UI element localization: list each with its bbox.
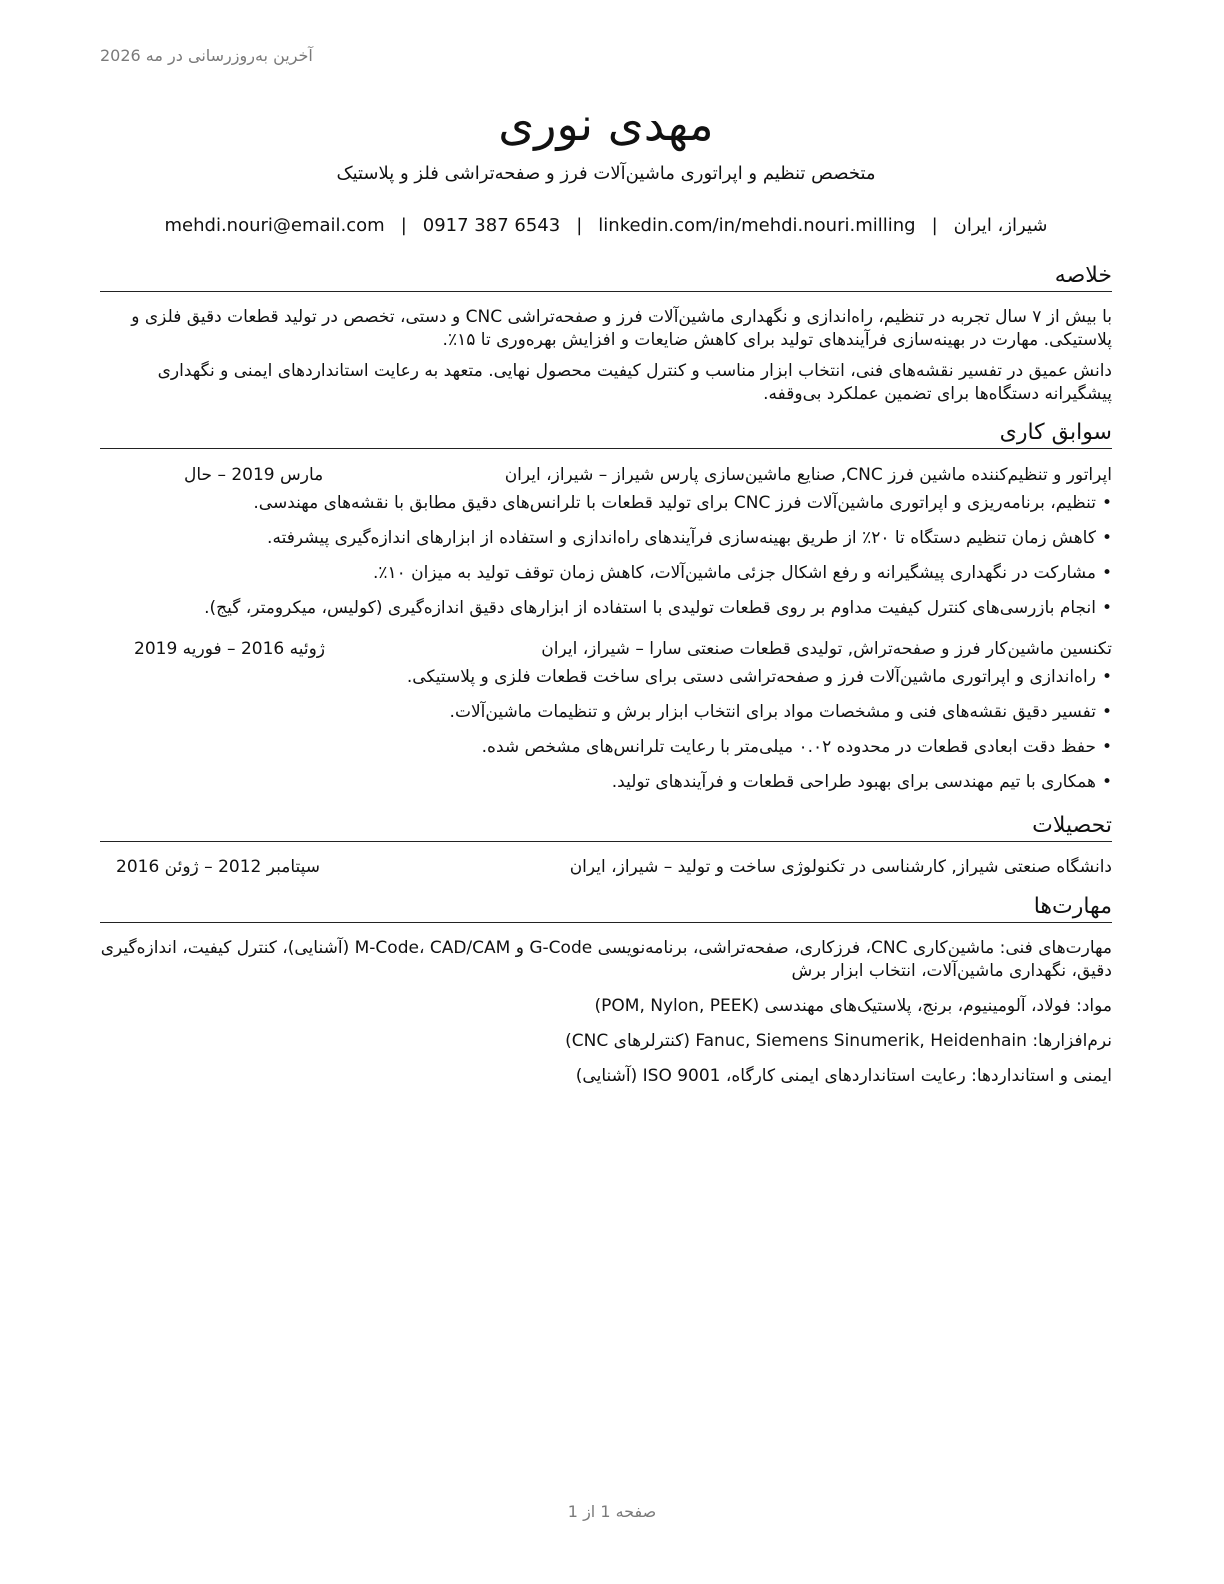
contact-separator: | (400, 215, 407, 236)
job-header (100, 638, 1112, 661)
list-item: •کاهش زمان تنظیم دستگاه تا ۲۰٪ از طریق بهینه‌سازی فرآیندهای راه‌اندازی و استفاده از ابزارهای اندازه‌گیری پیشرفته. (267, 528, 1112, 548)
bullet-icon: • (1101, 702, 1112, 722)
summary-paragraph: با بیش از ۷ سال تجربه در تنظیم، راه‌اندازی و نگهداری ماشین‌آلات فرز و صفحه‌تراشی CNC و دستی، تخصص در تولید قطعات دقیق فلزی و پلاستیکی. مهارت در بهینه‌سازی فرآیندهای تولید برای کاهش ضایعات و افزایش بهره‌وری تا ۱۵٪. (131, 307, 1112, 350)
candidate-title: متخصص تنظیم و اپراتوری ماشین‌آلات فرز و صفحه‌تراشی فلز و پلاستیک (336, 163, 876, 184)
skill-line: نرم‌افزارها: Fanuc, Siemens Sinumerik, Heidenhain (کنترلرهای CNC) (565, 1031, 1112, 1051)
education-title: دانشگاه صنعتی شیراز, کارشناسی در تکنولوژی ساخت و تولید – شیراز، ایران (569, 857, 1112, 877)
education-heading: تحصیلات (100, 812, 1112, 842)
bullet-icon: • (1101, 667, 1112, 687)
candidate-name: مهدی نوری (498, 97, 714, 151)
list-item: •راه‌اندازی و اپراتوری ماشین‌آلات فرز و صفحه‌تراشی دستی برای ساخت قطعات فلزی و پلاستیکی. (406, 667, 1112, 687)
education-dates: سپتامبر 2012 – ژوئن 2016 (116, 857, 321, 877)
skill-line: ایمنی و استانداردها: رعایت استانداردهای ایمنی کارگاه، ISO 9001 (آشنایی) (575, 1066, 1112, 1086)
skill-line: مهارت‌های فنی: ماشین‌کاری CNC، فرزکاری، صفحه‌تراشی، برنامه‌نویسی G-Code و M-Code، CAD/CAM (آشنایی)، کنترل کیفیت، اندازه‌گیری دقیق، نگهداری ماشین‌آلات، انتخاب ابزار برش (100, 938, 1112, 981)
job-dates: ژوئیه 2016 – فوریه 2019 (134, 639, 326, 659)
skills-heading: مهارت‌ها (100, 893, 1112, 923)
bullet-icon: • (1101, 493, 1112, 513)
job-title: تکنسین ماشین‌کار فرز و صفحه‌تراش, تولیدی قطعات صنعتی سارا – شیراز، ایران (541, 639, 1112, 659)
list-item: •انجام بازرسی‌های کنترل کیفیت مداوم بر روی قطعات تولیدی با استفاده از ابزارهای دقیق اندازه‌گیری (کولیس، میکرومتر، گیج). (204, 598, 1112, 618)
bullet-icon: • (1101, 563, 1112, 583)
page-number: صفحه 1 از 1 (567, 1502, 657, 1521)
contact-linkedin[interactable]: linkedin.com/in/mehdi.nouri.milling (598, 215, 916, 236)
list-item: •تفسیر دقیق نقشه‌های فنی و مشخصات مواد برای انتخاب ابزار برش و تنظیمات ماشین‌آلات. (449, 702, 1112, 722)
contact-separator: | (576, 215, 583, 236)
contact-location: شیراز، ایران (953, 215, 1048, 236)
contact-phone[interactable]: 0917 387 6543 (422, 215, 561, 236)
list-item: •همکاری با تیم مهندسی برای بهبود طراحی قطعات و فرآیندهای تولید. (611, 772, 1112, 792)
bullet-icon: • (1101, 598, 1112, 618)
bullet-icon: • (1101, 772, 1112, 792)
summary-paragraph: دانش عمیق در تفسیر نقشه‌های فنی، انتخاب ابزار مناسب و کنترل کیفیت محصول نهایی. متعهد به رعایت استانداردهای ایمنی و نگهداری پیشگیرانه دستگاه‌ها برای تضمین عملکرد بی‌وقفه. (157, 361, 1112, 404)
last-updated-note: آخرین به‌روزرسانی در مه 2026 (100, 46, 313, 65)
job-title: اپراتور و تنظیم‌کننده ماشین فرز CNC, صنایع ماشین‌سازی پارس شیراز – شیراز، ایران (504, 465, 1112, 485)
list-item: •تنظیم، برنامه‌ریزی و اپراتوری ماشین‌آلات فرز CNC برای تولید قطعات با تلرانس‌های دقیق مطابق با نقشه‌های مهندسی. (253, 493, 1112, 513)
skill-line: مواد: فولاد، آلومینیوم، برنج، پلاستیک‌های مهندسی (POM, Nylon, PEEK) (594, 996, 1112, 1016)
contact-separator: | (931, 215, 938, 236)
bullet-icon: • (1101, 737, 1112, 757)
list-item: •مشارکت در نگهداری پیشگیرانه و رفع اشکال جزئی ماشین‌آلات، کاهش زمان توقف تولید به میزان ۱۰٪. (372, 563, 1112, 583)
job-bullets (100, 492, 1112, 620)
education-entry (100, 856, 1112, 879)
experience-heading: سوابق کاری (100, 419, 1112, 449)
job-bullets (100, 666, 1112, 794)
bullet-icon: • (1101, 528, 1112, 548)
resume-page (100, 0, 1112, 1088)
job-header (100, 464, 1112, 487)
summary-heading: خلاصه (100, 262, 1112, 292)
contact-line (100, 214, 1112, 238)
job-dates: مارس 2019 – حال (184, 465, 324, 485)
list-item: •حفظ دقت ابعادی قطعات در محدوده ۰.۰۲ میلی‌متر با رعایت تلرانس‌های مشخص شده. (481, 737, 1112, 757)
contact-email[interactable]: mehdi.nouri@email.com (164, 215, 385, 236)
